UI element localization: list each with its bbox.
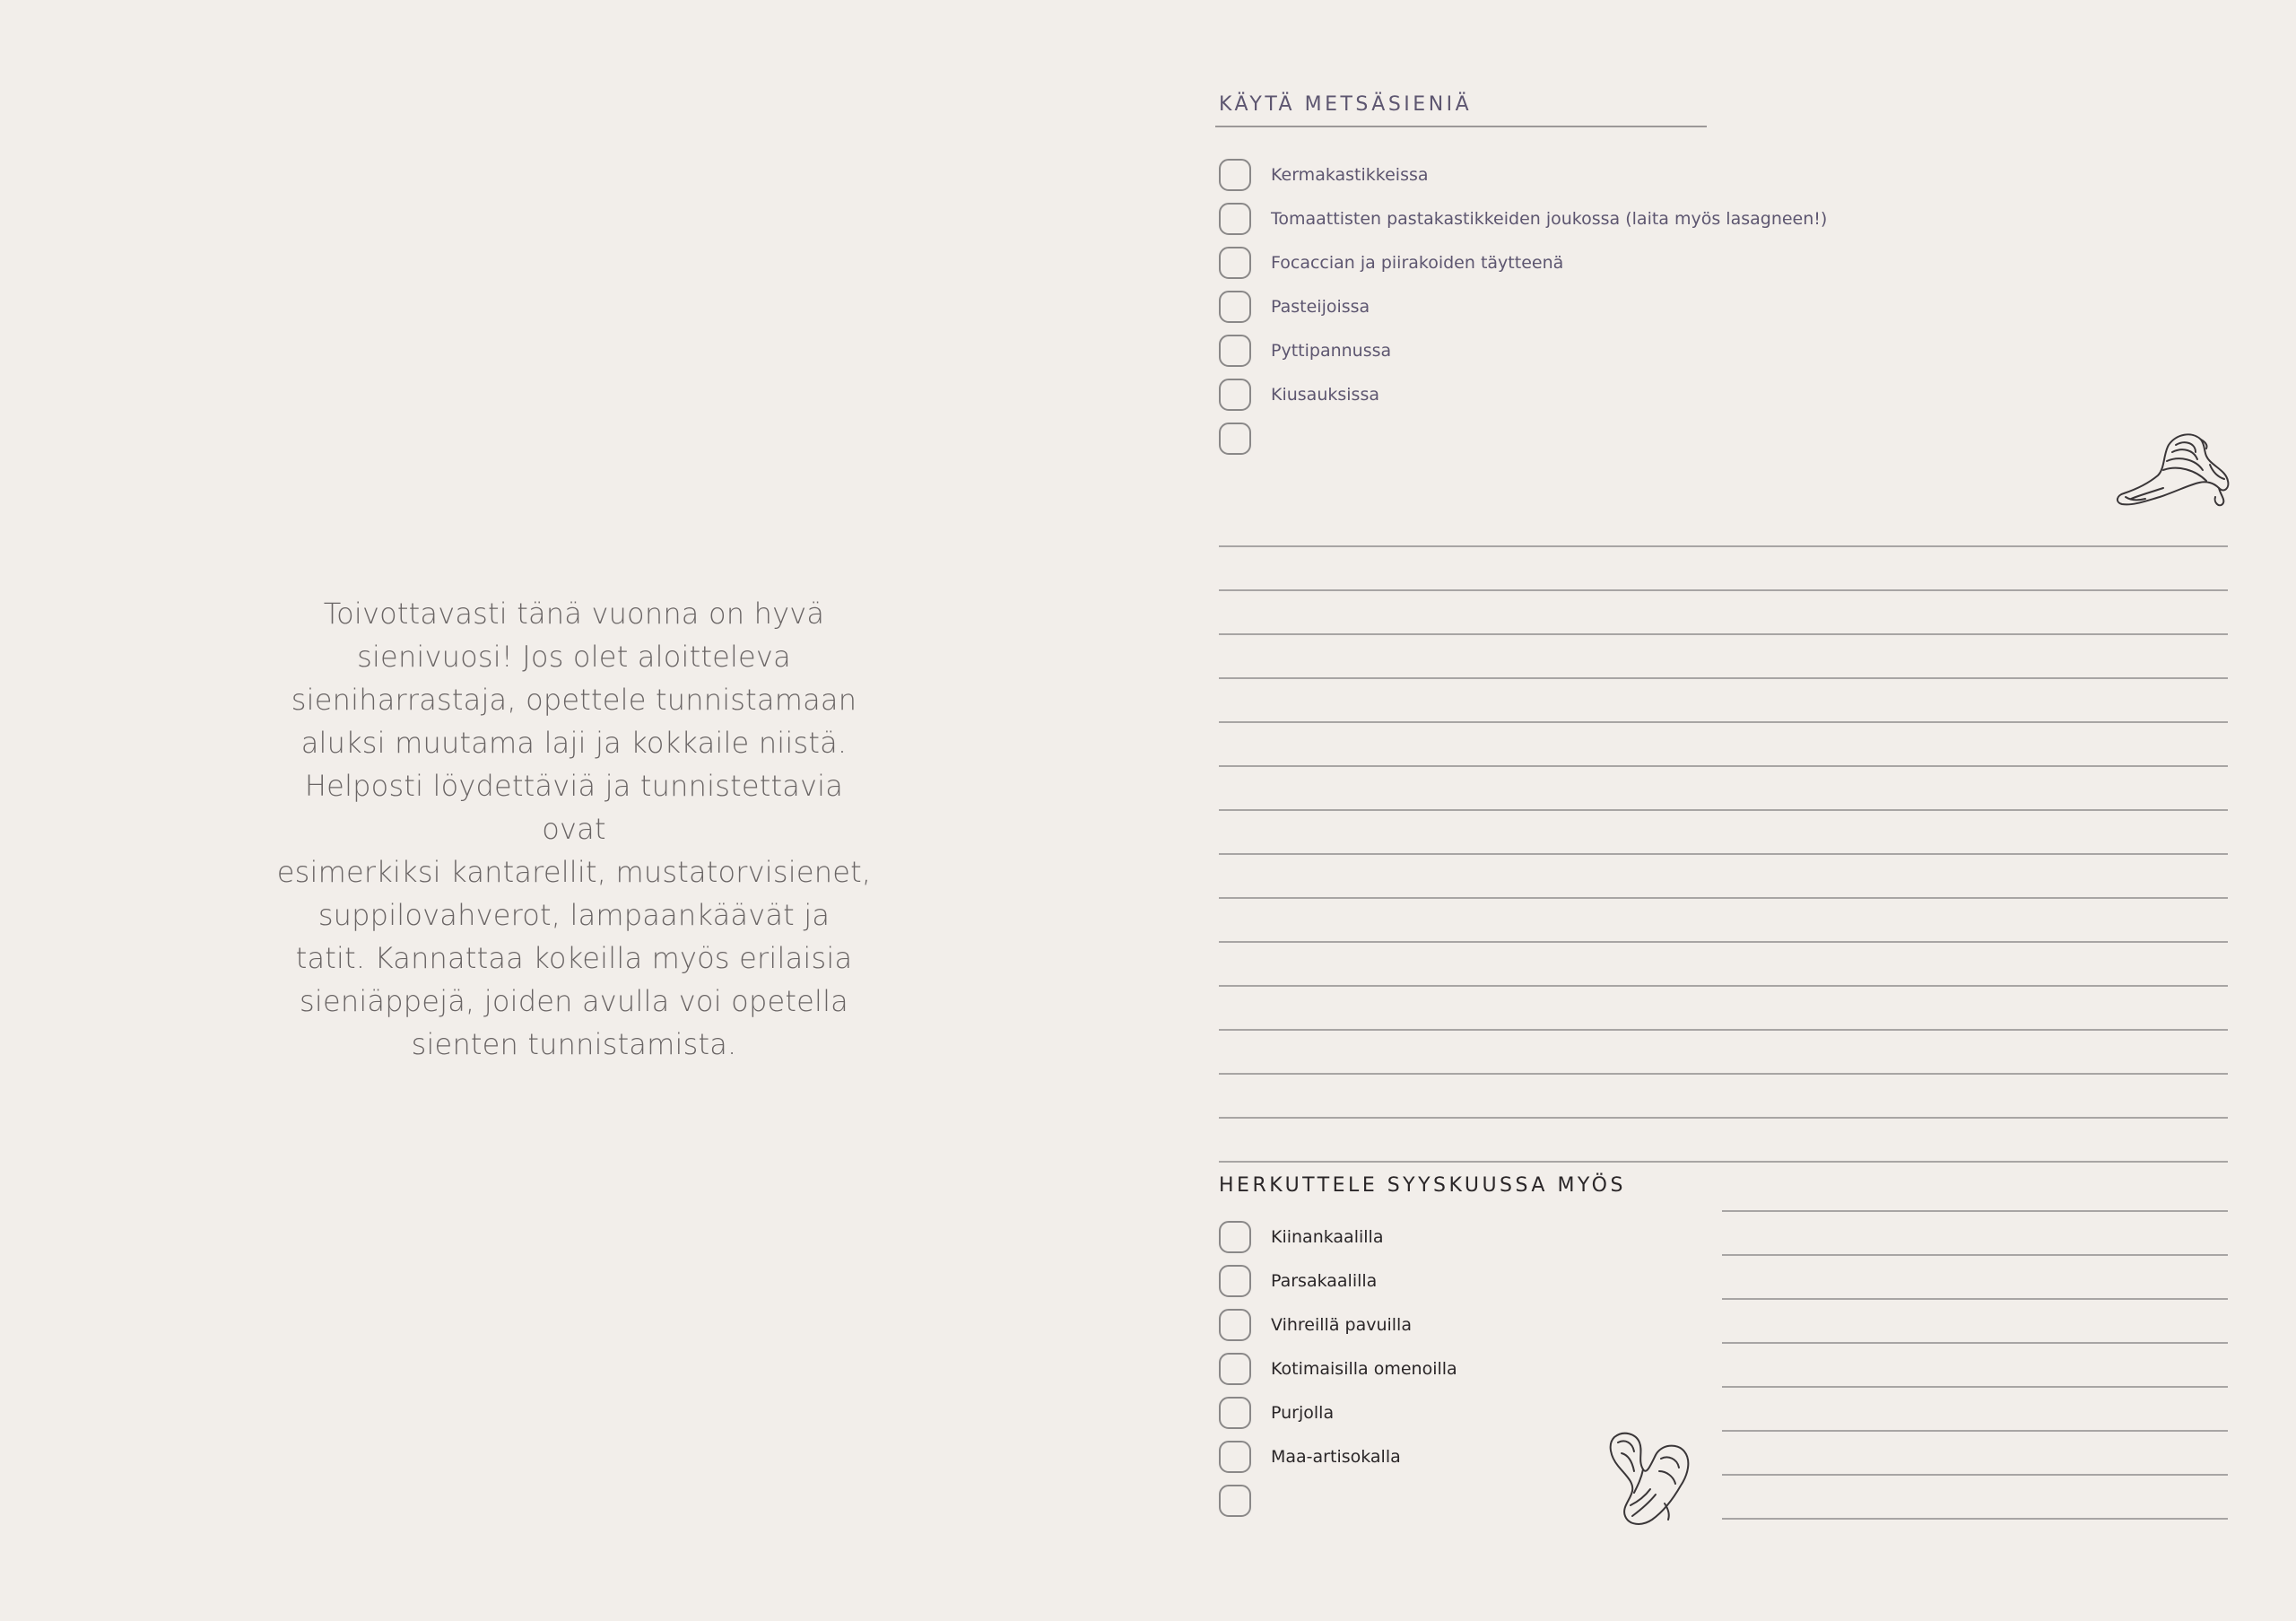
checklist-september-treats — [1219, 1215, 1457, 1522]
note-line — [1722, 1386, 2228, 1388]
note-line — [1219, 545, 2228, 547]
intro-line: aluksi muutama laji ja kokkaile niistä. — [300, 726, 848, 760]
note-line — [1219, 677, 2228, 679]
mushroom-illustration-icon — [1605, 1428, 1695, 1529]
checklist-item[interactable] — [1219, 284, 1827, 328]
note-line — [1219, 1029, 2228, 1031]
checkbox[interactable] — [1219, 423, 1251, 455]
note-line — [1722, 1254, 2228, 1256]
checkbox[interactable] — [1219, 1221, 1251, 1253]
note-line — [1219, 985, 2228, 987]
note-line — [1219, 897, 2228, 899]
checkbox[interactable] — [1219, 1485, 1251, 1517]
checkbox[interactable] — [1219, 291, 1251, 323]
note-line — [1219, 633, 2228, 635]
intro-line: suppilovahverot, lampaankäävät ja — [317, 898, 831, 932]
checkbox[interactable] — [1219, 1397, 1251, 1429]
checklist-item-label: Parsakaalilla — [1271, 1270, 1378, 1291]
checklist-item[interactable] — [1219, 240, 1827, 284]
note-line — [1722, 1298, 2228, 1300]
checkbox[interactable] — [1219, 203, 1251, 235]
section-title-september-treats: HERKUTTELE SYYSKUUSSA MYÖS — [1219, 1174, 1626, 1197]
note-line — [1219, 809, 2228, 811]
checklist-item[interactable] — [1219, 1215, 1457, 1259]
intro-line: Toivottavasti tänä vuonna on hyvä — [323, 597, 825, 631]
notes-lines[interactable] — [1219, 545, 2228, 1173]
checklist-item-label: Vihreillä pavuilla — [1271, 1314, 1412, 1335]
note-line — [1219, 1161, 2228, 1163]
note-line — [1219, 1117, 2228, 1119]
title-underline — [1215, 126, 1707, 127]
checklist-item-blank[interactable] — [1219, 1478, 1457, 1522]
checklist-item-label: Pasteijoissa — [1271, 296, 1370, 317]
checklist-item-label: Kotimaisilla omenoilla — [1271, 1358, 1457, 1379]
notes-lines-secondary[interactable] — [1722, 1210, 2228, 1524]
section-title-forest-mushrooms: KÄYTÄ METSÄSIENIÄ — [1219, 93, 1473, 116]
note-line — [1722, 1474, 2228, 1476]
note-line — [1219, 589, 2228, 591]
checklist-item-blank[interactable] — [1219, 416, 1827, 460]
checklist-item[interactable] — [1219, 1434, 1457, 1478]
checklist-item[interactable] — [1219, 328, 1827, 372]
intro-line: sieniäppejä, joiden avulla voi opetella — [300, 984, 848, 1018]
checklist-item-label: Maa-artisokalla — [1271, 1446, 1401, 1467]
checklist-forest-mushrooms — [1219, 153, 1827, 460]
checklist-item[interactable] — [1219, 1346, 1457, 1390]
checkbox[interactable] — [1219, 1441, 1251, 1473]
intro-text — [269, 592, 879, 1066]
checklist-item-label: Tomaattisten pastakastikkeiden joukossa (laita myös lasagneen!) — [1271, 208, 1828, 229]
note-line — [1219, 1073, 2228, 1075]
checkbox[interactable] — [1219, 335, 1251, 367]
checkbox[interactable] — [1219, 1309, 1251, 1341]
intro-line: sienivuosi! Jos olet aloitteleva — [357, 640, 791, 674]
checklist-item[interactable] — [1219, 1259, 1457, 1303]
checklist-item-label: Pyttipannussa — [1271, 340, 1392, 361]
note-line — [1722, 1430, 2228, 1432]
note-line — [1219, 765, 2228, 767]
checkbox[interactable] — [1219, 1353, 1251, 1385]
intro-line: esimerkiksi kantarellit, mustatorvisienet, — [276, 855, 872, 889]
checkbox[interactable] — [1219, 159, 1251, 191]
note-line — [1219, 721, 2228, 723]
note-line — [1722, 1342, 2228, 1344]
note-line — [1722, 1518, 2228, 1520]
checklist-item-label: Kermakastikkeissa — [1271, 164, 1429, 185]
checklist-item[interactable] — [1219, 372, 1827, 416]
mushroom-illustration-icon — [2113, 429, 2239, 510]
checklist-item[interactable] — [1219, 196, 1827, 240]
checklist-item[interactable] — [1219, 1390, 1457, 1434]
checkbox[interactable] — [1219, 247, 1251, 279]
checklist-item-label: Kiinankaalilla — [1271, 1226, 1384, 1247]
note-line — [1219, 853, 2228, 855]
note-line — [1722, 1210, 2228, 1212]
checkbox[interactable] — [1219, 379, 1251, 411]
checklist-item-label: Kiusauksissa — [1271, 384, 1379, 405]
checklist-item[interactable] — [1219, 153, 1827, 196]
checkbox[interactable] — [1219, 1265, 1251, 1297]
intro-line: tatit. Kannattaa kokeilla myös erilaisia — [295, 941, 853, 975]
note-line — [1219, 941, 2228, 943]
checklist-item-label: Focaccian ja piirakoiden täytteenä — [1271, 252, 1564, 273]
checklist-item-label: Purjolla — [1271, 1402, 1335, 1423]
intro-line: sieniharrastaja, opettele tunnistamaan — [291, 683, 857, 717]
intro-line: sienten tunnistamista. — [411, 1027, 737, 1061]
intro-line: Helposti löydettäviä ja tunnistettavia ovat — [304, 769, 844, 846]
checklist-item[interactable] — [1219, 1303, 1457, 1346]
